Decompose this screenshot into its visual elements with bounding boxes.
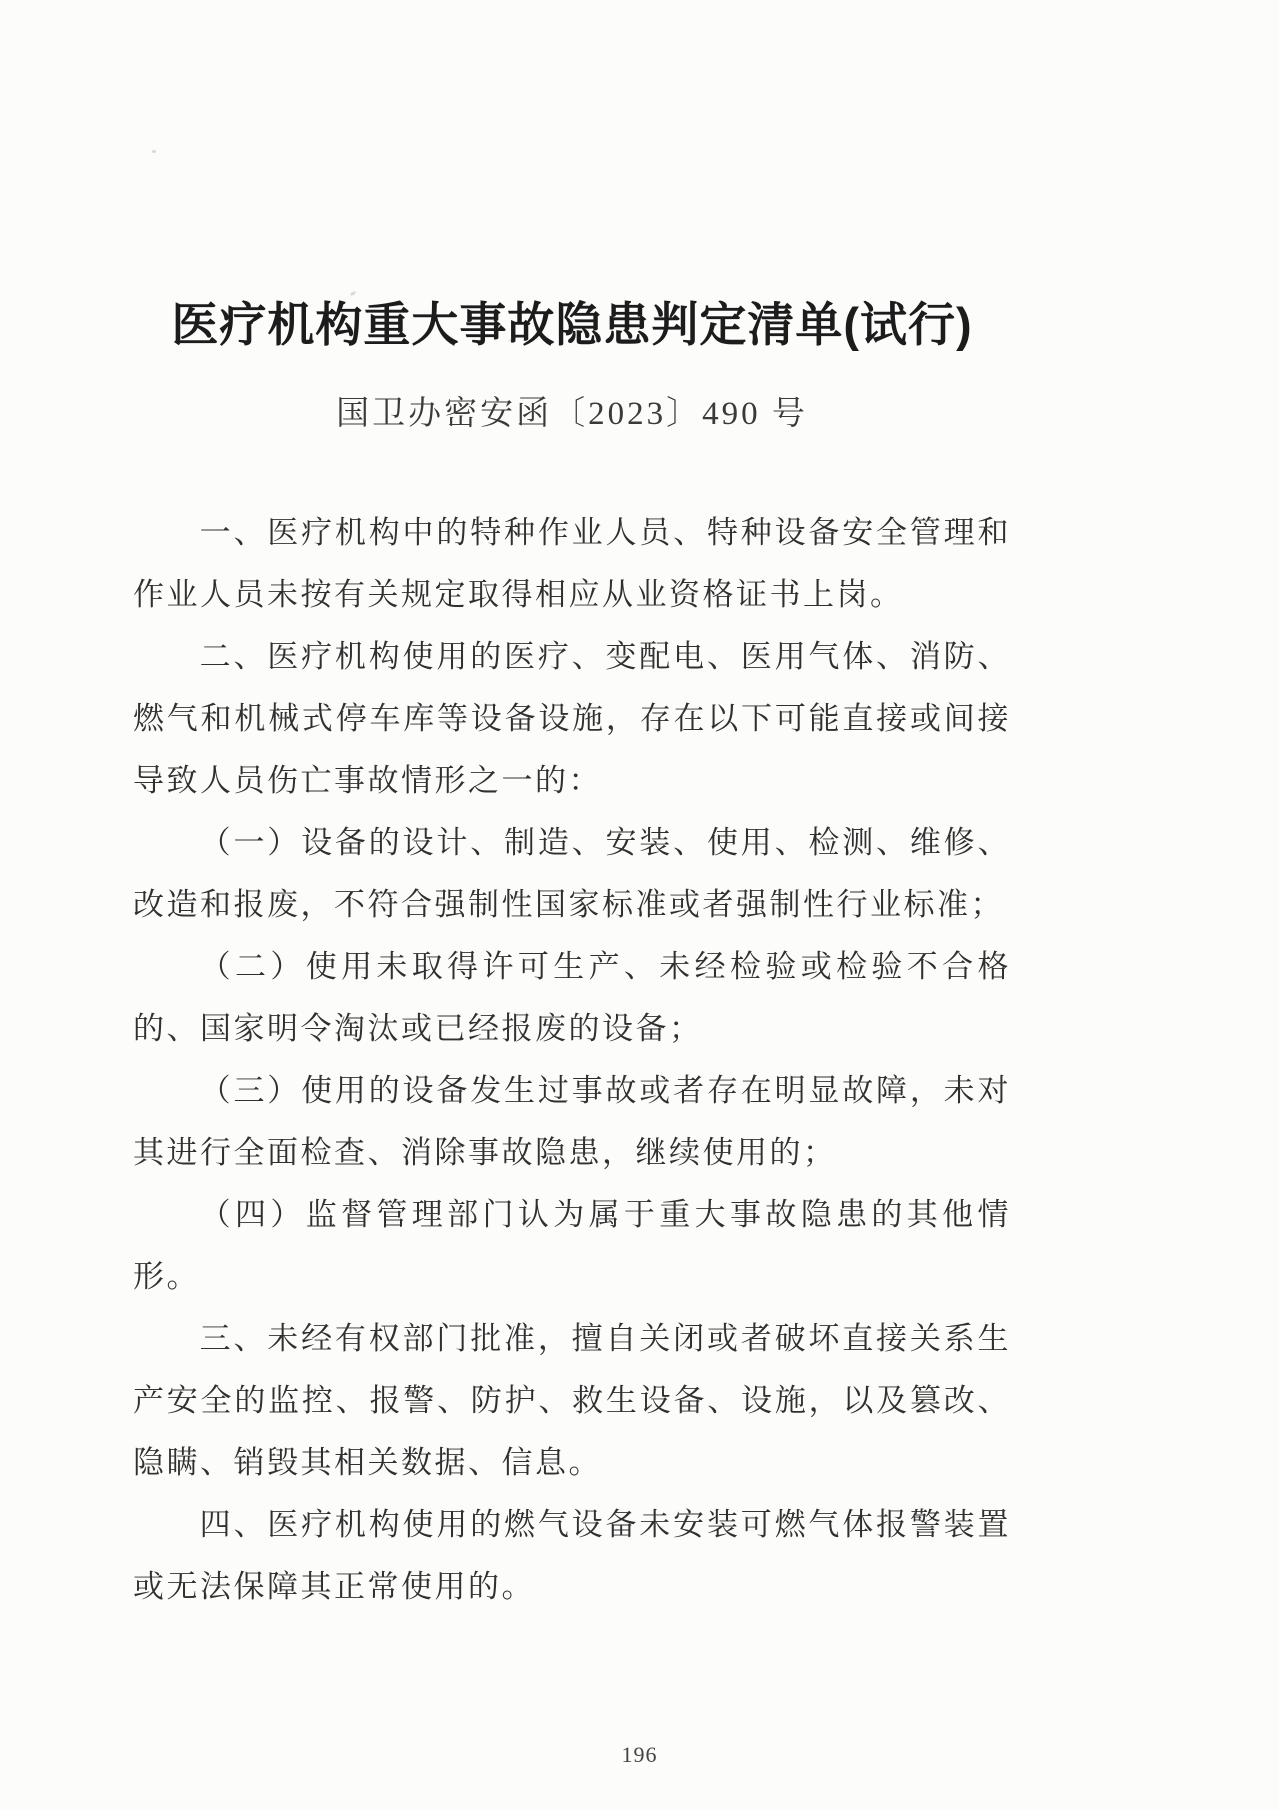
paragraph-item-8: 四、医疗机构使用的燃气设备未安装可燃气体报警装置或无法保障其正常使用的。 <box>133 1506 1011 1604</box>
document-number: 国卫办密安函〔2023〕490 号 <box>336 395 808 432</box>
paragraph-item-4: （二）使用未取得许可生产、未经检验或检验不合格的、国家明令淘汰或已经报废的设备； <box>133 948 1011 1046</box>
paragraph-item-6: （四）监督管理部门认为属于重大事故隐患的其他情形。 <box>133 1196 1011 1294</box>
paragraph-item-1: 一、医疗机构中的特种作业人员、特种设备安全管理和作业人员未按有关规定取得相应从业资格证书上岗。 <box>133 514 1011 612</box>
paragraph-item-2: 二、医疗机构使用的医疗、变配电、医用气体、消防、燃气和机械式停车库等设备设施，存在以下可能直接或间接导致人员伤亡事故情形之一的： <box>133 638 1011 798</box>
document-body <box>133 296 1011 1618</box>
page-number: 196 <box>621 1742 658 1767</box>
scan-speck <box>152 150 156 153</box>
paragraph-item-3: （一）设备的设计、制造、安装、使用、检测、维修、改造和报废，不符合强制性国家标准或者强制性行业标准； <box>133 824 1011 922</box>
paragraph-block <box>133 502 1011 1618</box>
document-title: 医疗机构重大事故隐患判定清单(试行) <box>171 298 973 351</box>
paragraph-item-7: 三、未经有权部门批准，擅自关闭或者破坏直接关系生产安全的监控、报警、防护、救生设备、设施，以及篡改、隐瞒、销毁其相关数据、信息。 <box>133 1320 1011 1480</box>
paragraph-item-5: （三）使用的设备发生过事故或者存在明显故障，未对其进行全面检查、消除事故隐患，继续使用的； <box>133 1072 1011 1170</box>
